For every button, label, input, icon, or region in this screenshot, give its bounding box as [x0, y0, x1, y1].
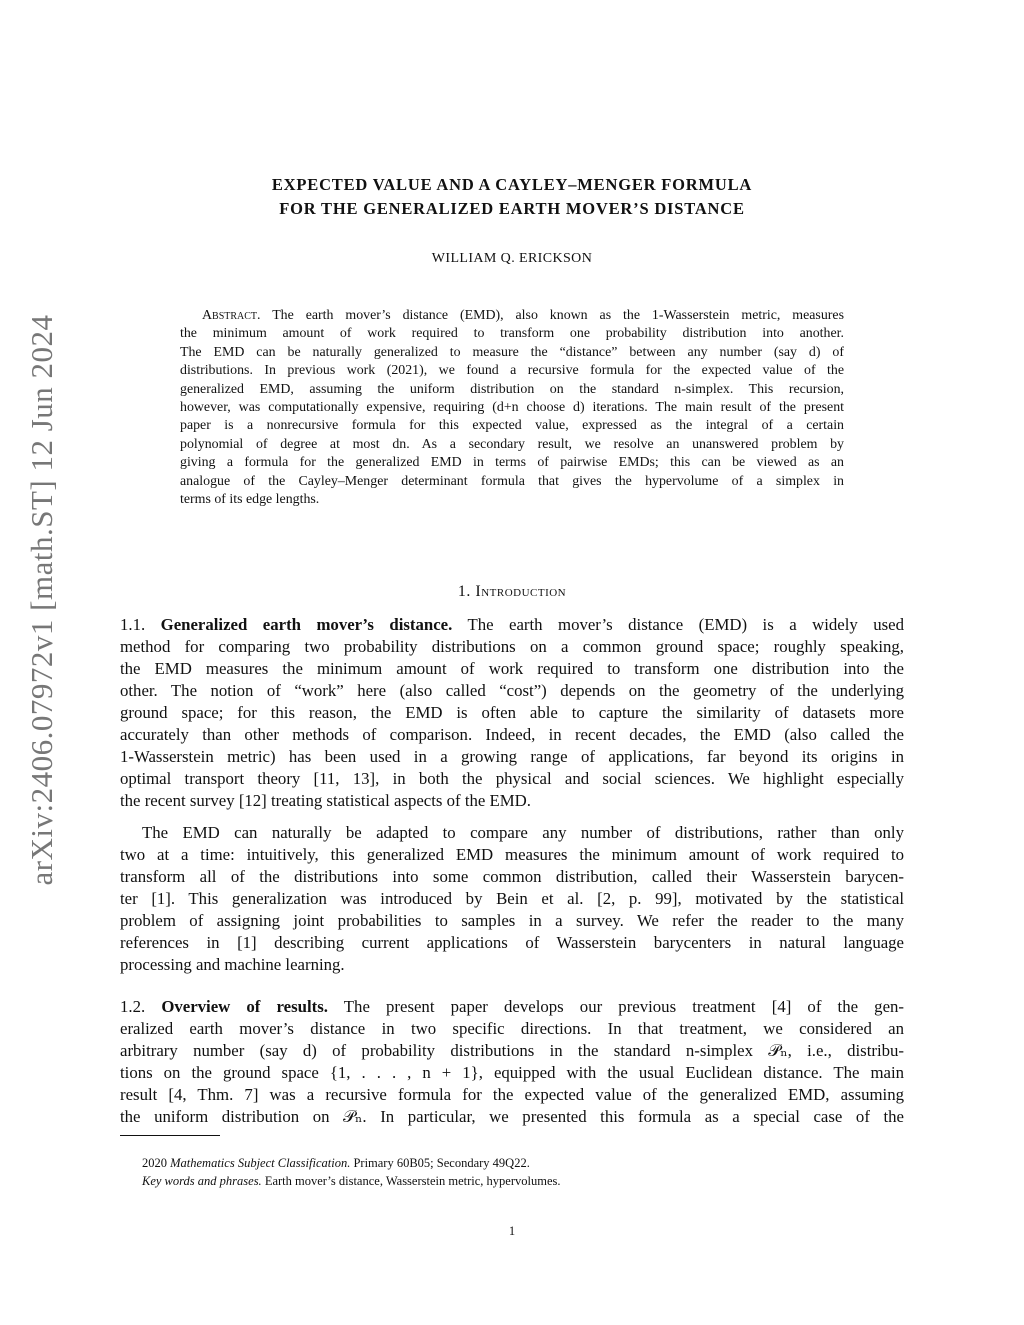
section-heading [0, 583, 1024, 601]
abstract-line [180, 307, 844, 325]
abstract-line [180, 325, 844, 343]
abstract-line [180, 362, 844, 380]
abstract-line [180, 454, 844, 472]
paragraph-line: result [4, Thm. 7] was a recursive formula for the expected value of the generalized EMD, assuming [120, 1085, 904, 1104]
page-number: 1 [508, 1224, 516, 1238]
paragraph-line-text: The earth mover’s distance (EMD) is a widely used [467, 615, 904, 634]
subsection-number: 1.2. [120, 997, 146, 1016]
subsection-1-2 [120, 996, 904, 1128]
footnotes [142, 1154, 561, 1190]
arxiv-sidebar-stamp: arXiv:2406.07972v1 [math.ST] 12 Jun 2024 [24, 314, 59, 886]
paragraph-line: other. The notion of “work” here (also called “cost”) depends on the geometry of the underlying [120, 681, 904, 700]
paragraph-line: accurately than other methods of comparison. Indeed, in recent decades, the EMD (also called the [120, 725, 904, 744]
abstract-line-text: paper is a nonrecursive formula for this expected value, expressed as the integral of a certain [180, 418, 844, 434]
abstract-line [180, 491, 844, 509]
paragraph-line: problem of assigning joint probabilities to samples in a survey. We refer the reader to the many [120, 911, 904, 930]
paragraph-line: processing and machine learning. [120, 955, 345, 974]
section-title: Introduction [475, 583, 567, 600]
abstract-line [180, 473, 844, 491]
paragraph-line: arbitrary number (say d) of probability distributions in the standard n-simplex 𝒫ₙ, i.e., distribu- [120, 1041, 904, 1060]
paragraph-line: ground space; for this reason, the EMD is often able to capture the similarity of datasets more [120, 703, 904, 722]
paper-title-line-2: FOR THE GENERALIZED EARTH MOVER’S DISTANCE [279, 199, 745, 218]
paragraph-line: the EMD measures the minimum amount of work required to transform one distribution into the [120, 659, 904, 678]
paragraph-2 [120, 822, 904, 976]
abstract-line-text: analogue of the Cayley–Menger determinant formula that gives the hypervolume of a simplex in [180, 473, 844, 489]
abstract-label: Abstract. [202, 308, 261, 323]
abstract-line-text: however, was computationally expensive, requiring (d+n choose d) iterations. The main result of the present [180, 400, 844, 416]
abstract-line [180, 436, 844, 454]
paragraph-line-text: The present paper develops our previous treatment [4] of the gen- [343, 997, 904, 1016]
abstract-line-text: The earth mover’s distance (EMD), also known as the 1-Wasserstein metric, measures [272, 308, 844, 323]
section-number: 1. [457, 583, 471, 600]
abstract-line-text: terms of its edge lengths. [180, 492, 320, 508]
abstract-line-text: generalized EMD, assuming the uniform distribution on the standard n-simplex. This recursion, [180, 381, 844, 397]
paragraph-line: ter [1]. This generalization was introduced by Bein et al. [2, p. 99], motivated by the statistical [120, 889, 904, 908]
paragraph-line: eralized earth mover’s distance in two specific directions. In that treatment, we considered an [120, 1019, 904, 1038]
subsection-heading: Overview of results. [161, 997, 328, 1016]
subsection-heading: Generalized earth mover’s distance. [160, 615, 453, 634]
paragraph-line: tions on the ground space {1, . . . , n + 1}, equipped with the usual Euclidean distance. The main [120, 1063, 904, 1082]
abstract-line-text: the minimum amount of work required to transform one probability distribution into another. [180, 326, 844, 342]
paragraph-line: transform all of the distributions into some common distribution, called their Wasserstein barycen- [120, 867, 904, 886]
paragraph-line [120, 614, 904, 636]
abstract-line-text: polynomial of degree at most dn. As a secondary result, we resolve an unanswered problem by [180, 436, 844, 452]
paragraph-line: 1-Wasserstein metric) has been used in a growing range of applications, far beyond its origins in [120, 747, 904, 766]
author: WILLIAM Q. ERICKSON [431, 251, 593, 266]
paragraph-line [120, 996, 904, 1018]
abstract-line-text: distributions. In previous work (2021), we found a recursive formula for the expected value of the [180, 363, 844, 379]
paragraph-line: optimal transport theory [11, 13], in both the physical and social sciences. We highlight especially [120, 769, 904, 788]
footnote-msc: 2020 Mathematics Subject Classification. Primary 60B05; Secondary 49Q22. [142, 1156, 530, 1170]
abstract-line [180, 399, 844, 417]
abstract-line [180, 344, 844, 362]
footnote-rule [120, 1135, 220, 1136]
subsection-1-1 [120, 614, 904, 812]
paper-title-line-1: EXPECTED VALUE AND A CAYLEY–MENGER FORMULA [271, 175, 753, 194]
subsection-number: 1.1. [120, 615, 146, 634]
abstract [180, 307, 844, 509]
paragraph-line: The EMD can naturally be adapted to compare any number of distributions, rather than only [142, 823, 904, 842]
paragraph-line: references in [1] describing current applications of Wasserstein barycenters in natural language [120, 933, 904, 952]
paragraph-line: the recent survey [12] treating statistical aspects of the EMD. [120, 791, 532, 810]
paragraph-line: method for comparing two probability distributions on a common ground space; roughly speaking, [120, 637, 904, 656]
abstract-line [180, 381, 844, 399]
paragraph-line: the uniform distribution on 𝒫ₙ. In particular, we presented this formula as a special case of the [120, 1107, 904, 1126]
footnote-keywords: Key words and phrases. Earth mover’s distance, Wasserstein metric, hypervolumes. [142, 1174, 561, 1188]
abstract-line-text: The EMD can be naturally generalized to measure the “distance” between any number (say d) of [180, 344, 844, 360]
abstract-line [180, 417, 844, 435]
abstract-line-text: giving a formula for the generalized EMD in terms of pairwise EMDs; this can be viewed as an [180, 455, 844, 471]
paragraph-line: two at a time: intuitively, this generalized EMD measures the minimum amount of work required to [120, 845, 904, 864]
